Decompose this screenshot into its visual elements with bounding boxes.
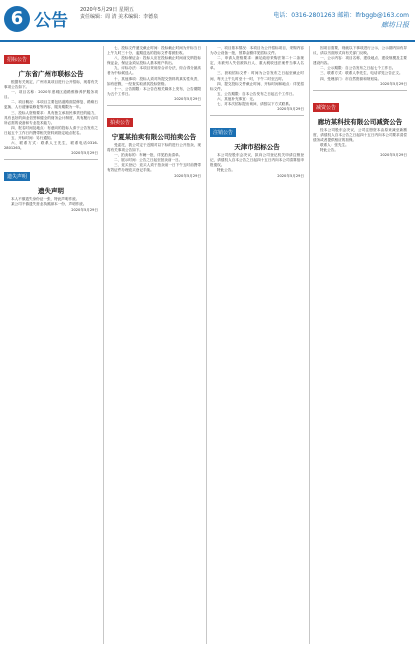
paragraph: 特此公告。 [217, 168, 235, 173]
article-body [4, 197, 98, 207]
paragraph: 二、展示时间：公告之日起至拍卖前一日。 [114, 158, 183, 163]
issue-date: 2020年5月29日 星期五 [80, 7, 134, 13]
article-separator [210, 115, 304, 116]
newspaper-logo: 廊坊日报 [381, 21, 409, 29]
paragraph: 七、对本次招标提出询问，请按以下方式联系。 [217, 102, 293, 107]
article-body [313, 128, 407, 153]
paragraph: 经本公司股东会决议，公司注册资本由原来减至新额度，请债权人自本公告之日起四十五日内向本公司要求清偿债务或者提供相应的担保。 [313, 127, 407, 142]
article-date: 2020年5月29日 [174, 96, 201, 101]
section-tag: 招标公告 [4, 55, 30, 64]
article-body [210, 153, 304, 173]
column-4 [313, 46, 407, 644]
paragraph: 四、受理部门：市自然资源和规划局。 [320, 76, 382, 81]
article-title: 廊坊某科技有限公司减资公告 [317, 117, 403, 126]
article-date: 2020年5月29日 [71, 151, 98, 156]
paragraph: 特此公告。 [320, 148, 338, 153]
paragraph: 七、投标文件递交截止时间：投标截止时间为开标当日上午九时三十分，逾期送达的投标文件将被拒收。 [107, 46, 201, 56]
paragraph: 某公司不慎遗失营业执照副本一份，声明作废。 [11, 202, 87, 207]
article-body [4, 80, 98, 151]
article-date: 2020年5月29日 [380, 81, 407, 86]
paragraph: 三、联系方式：联系人李先生，电话详见公告正文。 [320, 71, 403, 76]
article-body [107, 46, 201, 97]
paragraph: 三、竞买登记：竞买人须于拍卖前一日下午五时前携带有效证件办理竞买登记手续。 [107, 163, 201, 173]
article-date: 2020年5月29日 [71, 207, 98, 212]
column-divider [103, 46, 104, 644]
paragraph: 三、获取招标文件：时间为公告发布之日起至截止时间，每天上午九时至十一时，下午二时至五时。 [210, 71, 304, 81]
column-2 [107, 46, 201, 644]
article-body [313, 46, 407, 82]
paragraph: 五、公告期限：自本公告发布之日起五个工作日。 [217, 91, 297, 96]
contact-line: 电话：0316-2801263 邮箱：lfrbggb@163.com [273, 12, 409, 19]
column-divider [206, 46, 207, 644]
paragraph: 联系人：张先生。 [320, 142, 349, 147]
paragraph: 十、其他事项：投标人须对所提交资料的真实性负责，如有虚假，一经查实取消其投标资格。 [107, 76, 201, 86]
paragraph: 六、联系方式：联系人王先生，联系电话0316-2801263。 [4, 141, 98, 151]
section-tag: 拍卖公告 [107, 118, 133, 127]
article-title: 宁夏某拍卖有限公司拍卖公告 [111, 132, 197, 141]
article-date: 2020年5月29日 [380, 153, 407, 158]
section-tag: 注销公告 [210, 128, 236, 137]
paragraph: 因项目需要，现就以下事项进行公示，公示期内如有异议，请以书面形式向有关部门反映。 [313, 46, 407, 56]
article-body [107, 143, 201, 174]
paragraph: 十一、公告期限：本公告在相关媒体上发布，公告期限为五个工作日。 [107, 86, 201, 96]
paragraph: 四、报名时间及地点：有意向的投标人请于公告发布之日起五个工作日内携带相关资料到指定地点报名。 [4, 125, 98, 135]
article-date: 2020年5月29日 [277, 173, 304, 178]
paragraph: 二、项目概况：本项目主要包括道路面层修复、路缘石更换、人行道铺装修复等内容，服务期限为一年。 [4, 100, 98, 110]
section-tag: 遗失声明 [4, 172, 30, 181]
column-1 [4, 46, 98, 644]
article-title: 遗失声明 [38, 187, 64, 196]
column-3 [210, 46, 304, 644]
paragraph: 一、公示内容：项目名称、建设地点、建设规模及主要建设内容。 [313, 56, 407, 66]
article-title: 广东省广州市联标公告 [18, 70, 84, 78]
section-tag: 减资公告 [313, 103, 339, 112]
paragraph: 二、申请人资格要求：满足政府采购法第二十二条规定，未被列入失信被执行人、重大税收违法案件当事人名单。 [210, 56, 304, 71]
page-number: 6 [4, 6, 30, 32]
paragraph: 本公司经股东会决议，拟向公司登记机关申请注销登记，请债权人自本公告之日起四十五日内向本公司清算组申报债权。 [210, 153, 304, 168]
issue-meta [80, 7, 158, 21]
paragraph: 四、提交投标文件截止时间、开标时间和地点：详见招标文件。 [210, 81, 304, 91]
paragraph: 一、拍卖标的：车辆一批，详见拍卖清单。 [114, 153, 183, 158]
paragraph: 三、投标人资格要求：具有独立承担民事责任的能力，具有良好的商业信誉和健全的财务会计制度，具有履行合同所必需的设备和专业技术能力。 [4, 110, 98, 125]
paragraph: 本人不慎遗失身份证一张，特此声明作废。 [11, 197, 80, 202]
article-body [210, 46, 304, 107]
paragraph: 八、投标保证金：投标人应在投标截止时间前交纳投标保证金，保证金须从投标人基本账户转出。 [107, 56, 201, 66]
article-separator [4, 159, 98, 160]
paragraph: 根据有关规定，广州市某项目进行公开招标，现将有关事项公告如下。 [4, 80, 98, 90]
paragraph: 二、公示期限：自公告发布之日起七个工作日。 [320, 66, 396, 71]
article-title: 天津市招标公告 [234, 143, 280, 152]
page-header [0, 0, 415, 42]
article-separator [313, 90, 407, 91]
paragraph: 五、开标时间：另行通知。 [11, 136, 55, 141]
article-date: 2020年5月29日 [277, 107, 304, 112]
article-separator [107, 105, 201, 106]
paragraph: 一、项目基本情况：本项目为公开招标项目，采购内容为办公设备一批，预算金额详见招标文件。 [210, 46, 304, 56]
column-divider [309, 46, 310, 644]
section-title: 公告 [34, 11, 68, 31]
article-date: 2020年5月29日 [174, 173, 201, 178]
editor-line: 责任编辑：周 清 美术编辑：李德泉 [80, 14, 159, 20]
paragraph: 九、评标办法：本项目采用综合评分法，综合得分最高者为中标候选人。 [107, 66, 201, 76]
paragraph: 六、其他补充事宜：无。 [217, 96, 257, 101]
paragraph: 受委托，我公司定于近期对以下标的进行公开拍卖，现将有关事项公告如下。 [107, 142, 201, 153]
paragraph: 一、项目名称：2020年度城区道路维修养护服务项目。 [4, 90, 98, 100]
